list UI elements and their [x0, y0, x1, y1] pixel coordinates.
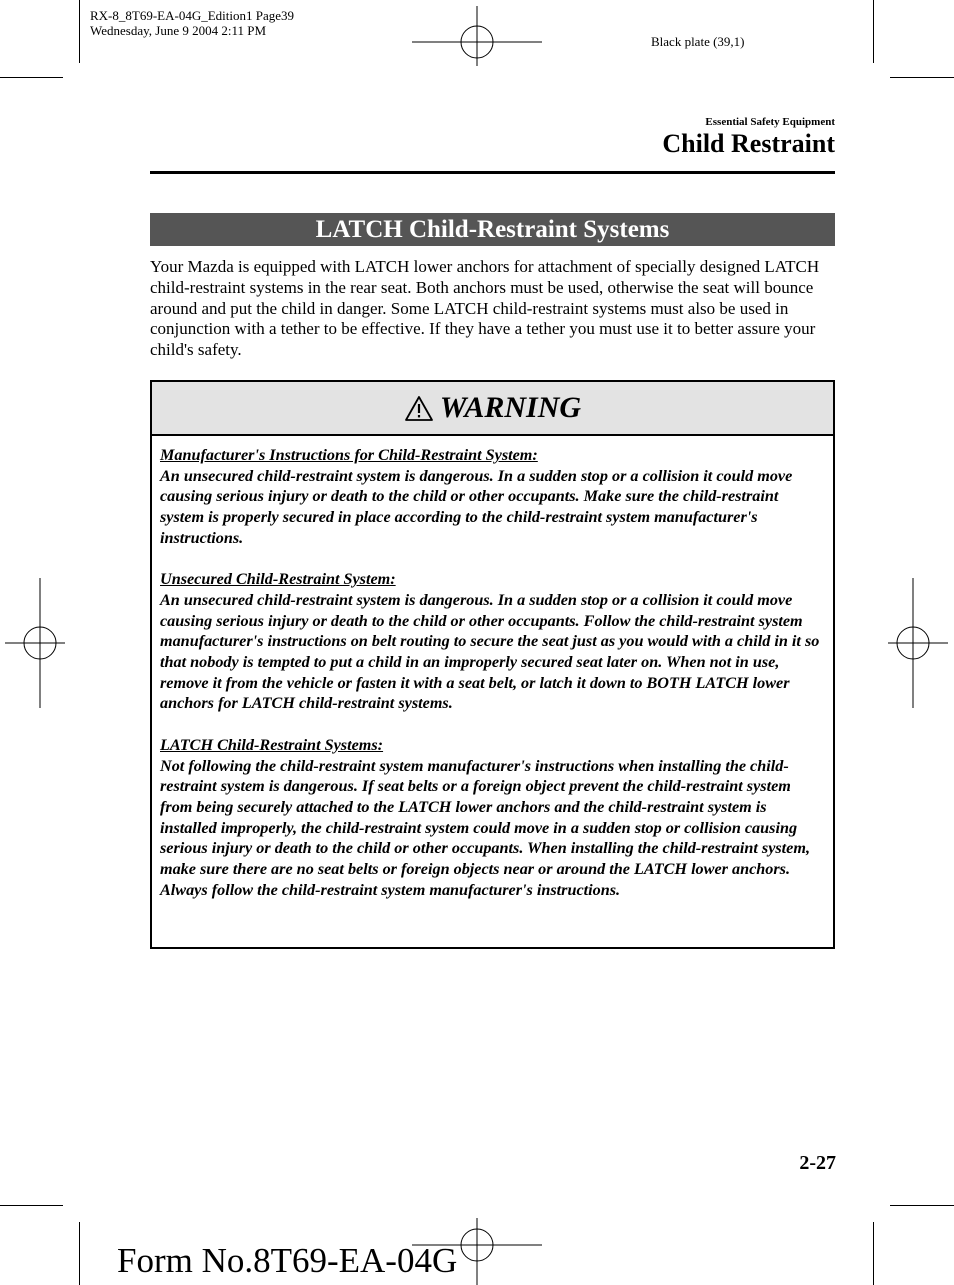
warning-section: [160, 735, 825, 901]
crop-mark: [873, 1222, 874, 1285]
warning-title: WARNING: [439, 391, 582, 424]
warning-section: [160, 445, 825, 549]
registration-mark-left: [5, 578, 65, 708]
crop-mark: [890, 1205, 954, 1206]
intro-paragraph: Your Mazda is equipped with LATCH lower anchors for attachment of specially designed LATCH child-restraint systems in the rear seat. Both anchors must be used, otherwise the seat will bounce around and put the child in danger. Some LATCH child-restraint systems must also be used in conjunction with a tether to be effective. If they have a tether you must use it to better assure your child's safety.: [150, 257, 820, 360]
crop-mark: [0, 77, 63, 78]
page-number: 2-27: [799, 1152, 836, 1174]
warning-header: [152, 382, 833, 436]
registration-mark-top: [412, 6, 542, 66]
print-slug: [90, 8, 294, 38]
registration-mark-right: [888, 578, 948, 708]
crop-mark: [0, 1205, 63, 1206]
warning-section: [160, 569, 825, 714]
form-number: Form No.8T69-EA-04G: [117, 1241, 458, 1280]
crop-mark: [79, 0, 80, 63]
warning-body: [152, 436, 833, 900]
warning-triangle-icon: [404, 395, 434, 422]
warning-section-title: LATCH Child-Restraint Systems:: [160, 735, 384, 754]
print-slug-line-1: RX-8_8T69-EA-04G_Edition1 Page39: [90, 8, 295, 23]
crop-mark: [79, 1222, 80, 1285]
crop-mark: [890, 77, 954, 78]
crop-mark: [873, 0, 874, 63]
warning-box: [150, 380, 835, 949]
warning-section-text: Not following the child-restraint system manufacturer's instructions when installing the child-restraint system is dangerous. If seat belts or a foreign object prevent the child-restraint system from being securely attached to the LATCH lower anchors and the child-restraint system is installed improperly, the child-restraint system could move in a sudden stop or collision causing serious injury or death to the child or other occupants. When installing the child-restraint system, make sure there are no seat belts or foreign objects near or around the LATCH lower anchors. Always follow the child-restraint system manufacturer's instructions.: [160, 756, 811, 899]
section-banner: LATCH Child-Restraint Systems: [150, 213, 835, 246]
chapter-title: Child Restraint: [662, 129, 835, 158]
warning-section-text: An unsecured child-restraint system is dangerous. In a sudden stop or a collision it could move causing serious injury or death to the child or other occupants. Follow the child-restraint system manufacturer's instructions on belt routing to secure the seat just as you would with a child in it so that nobody is tempted to put a child in an improperly secured seat later on. When not in use, remove it from the vehicle or fasten it with a seat belt, or latch it down to BOTH LATCH lower anchors for LATCH child-restraint systems.: [160, 590, 820, 713]
print-slug-line-2: Wednesday, June 9 2004 2:11 PM: [90, 23, 267, 38]
header-rule: [150, 171, 835, 174]
section-label: Essential Safety Equipment: [705, 116, 835, 128]
plate-label: Black plate (39,1): [651, 34, 745, 49]
warning-section-title: Manufacturer's Instructions for Child-Restraint System:: [160, 446, 538, 464]
warning-section-text: An unsecured child-restraint system is dangerous. In a sudden stop or a collision it could move causing serious injury or death to the child or other occupants. Make sure the child-restraint system is properly secured in place according to the child-restraint system manufacturer's instructions.: [160, 466, 793, 547]
warning-section-title: Unsecured Child-Restraint System:: [160, 570, 396, 589]
